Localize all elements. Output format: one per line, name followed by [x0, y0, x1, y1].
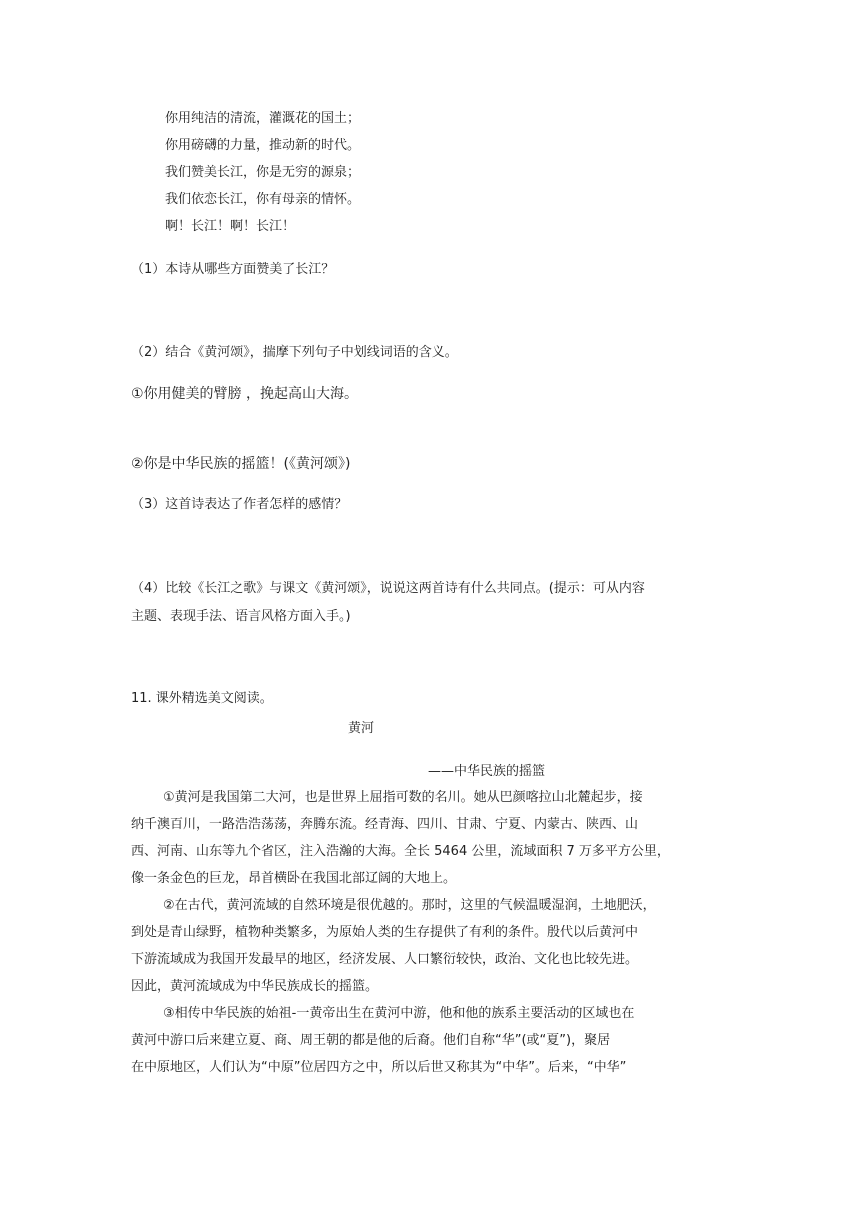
poem-line: 你用纯洁的清流，灌溉花的国土； — [165, 111, 361, 126]
poem-line: 我们依恋长江，你有母亲的情怀。 — [165, 192, 361, 207]
question-3: （3）这首诗表达了作者怎样的感情？ — [131, 497, 348, 512]
question-2-item-1: ①你用健美的臂膀 ，挽起高山大海。 — [131, 386, 359, 402]
poem-line: 我们赞美长江，你是无穷的源泉； — [165, 165, 361, 180]
paragraph-line: 到处是青山绿野，植物种类繁多，为原始人类的生存提供了有利的条件。殷代以后黄河中 — [131, 925, 639, 940]
paragraph-line: 下游流域成为我国开发最早的地区，经济发展、人口繁衍较快，政治、文化也比较先进。 — [131, 952, 639, 967]
question-2: （2）结合《黄河颂》，揣摩下列句子中划线词语的含义。 — [131, 345, 458, 360]
section-11-heading: 11. 课外精选美文阅读。 — [131, 691, 273, 706]
paragraph-line: 黄河中游口后来建立夏、商、周王朝的都是他的后裔。他们自称“华”(或“夏”)，聚居 — [131, 1033, 611, 1048]
paragraph-line: 西、河南、山东等九个省区，注入浩瀚的大海。全长 5464 公里，流域面积 7 万多平方公里， — [131, 844, 670, 859]
article-subtitle: ——中华民族的摇篮 — [428, 764, 546, 779]
poem-line: 啊！长江！啊！长江！ — [165, 219, 296, 234]
paragraph-line: ③相传中华民族的始祖-一黄帝出生在黄河中游，他和他的族系主要活动的区域也在 — [163, 1006, 635, 1021]
paragraph-line: ①黄河是我国第二大河，也是世界上屈指可数的名川。她从巴颜喀拉山北麓起步，接 — [163, 790, 643, 805]
article-title: 黄河 — [348, 721, 375, 736]
question-1: （1）本诗从哪些方面赞美了长江？ — [131, 262, 335, 277]
question-4-line-1: （4）比较《长江之歌》与课文《黄河颂》，说说这两首诗有什么共同点。(提示：可从内容 — [131, 581, 645, 596]
question-4-line-2: 主题、表现手法、语言风格方面入手。) — [131, 609, 351, 624]
paragraph-line: ②在古代，黄河流域的自然环境是很优越的。那时，这里的气候温暖湿润，土地肥沃， — [163, 898, 656, 913]
question-2-item-2: ②你是中华民族的摇篮！(《黄河颂》) — [131, 456, 351, 472]
poem-line: 你用磅礴的力量，推动新的时代。 — [165, 138, 361, 153]
paragraph-line: 像一条金色的巨龙，昂首横卧在我国北部辽阔的大地上。 — [131, 871, 457, 886]
paragraph-line: 在中原地区，人们认为“中原”位居四方之中，所以后世又称其为“中华”。后来，“中华” — [131, 1060, 627, 1075]
paragraph-line: 纳千澳百川，一路浩浩荡荡，奔腾东流。经青海、四川、甘肃、宁夏、内蒙古、陕西、山 — [131, 817, 639, 832]
paragraph-line: 因此，黄河流域成为中华民族成长的摇篮。 — [131, 979, 379, 994]
